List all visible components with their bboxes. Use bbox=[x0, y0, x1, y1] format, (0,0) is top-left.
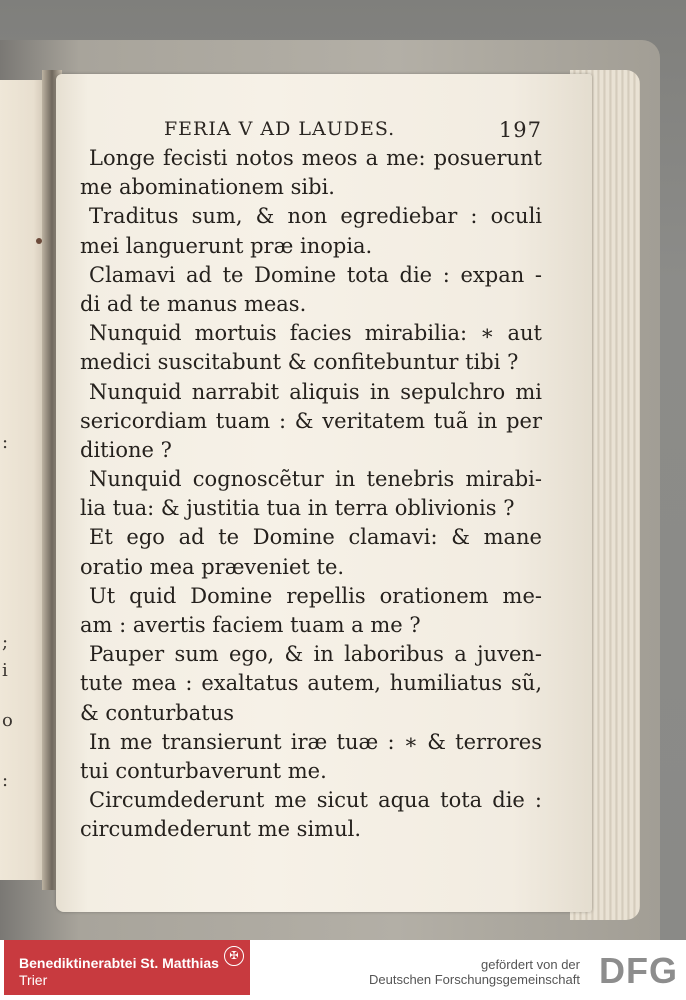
running-title: FERIA V AD LAUDES. bbox=[164, 118, 396, 140]
left-page-fragment: : bbox=[2, 770, 9, 791]
text-line: Nunquid narrabit aliquis in sepulchro mi bbox=[89, 379, 542, 404]
left-page-fragment: : bbox=[2, 432, 9, 453]
text-line: me abominationem sibi. bbox=[80, 175, 335, 200]
crest-icon: ✠ bbox=[224, 946, 244, 966]
left-page-edge bbox=[0, 80, 48, 880]
text-line: Nunquid cognoscẽtur in tenebris mirabi- bbox=[89, 467, 542, 492]
institution-badge[interactable] bbox=[4, 940, 250, 995]
institution-name: Benediktinerabtei St. Matthias bbox=[19, 955, 219, 971]
footer-bar bbox=[0, 940, 686, 1000]
text-line: Traditus sum, & non egrediebar : oculi bbox=[89, 204, 542, 229]
text-line: oratio mea præveniet te. bbox=[80, 554, 345, 579]
text-line: tui conturbaverunt me. bbox=[80, 758, 327, 783]
text-line: Ut quid Domine repellis orationem me- bbox=[89, 583, 542, 608]
funding-line: gefördert von der bbox=[480, 957, 580, 972]
text-line: Circumdederunt me sicut aqua tota die : bbox=[89, 788, 542, 813]
left-page-fragment: i bbox=[2, 660, 8, 681]
text-line: Nunquid mortuis facies mirabilia: ∗ aut bbox=[89, 321, 542, 346]
left-page-fragment: o bbox=[2, 710, 13, 731]
page-number: 197 bbox=[498, 118, 542, 142]
ink-smudge bbox=[36, 238, 42, 244]
text-line: di ad te manus meas. bbox=[80, 291, 307, 316]
text-line: medici suscitabunt & confitebuntur tibi ? bbox=[80, 350, 519, 375]
text-line: mei languerunt præ inopia. bbox=[80, 233, 373, 258]
text-line: Longe fecisti notos meos a me: posuerunt bbox=[89, 146, 542, 170]
text-line: sericordiam tuam : & veritatem tuã in per bbox=[80, 408, 542, 433]
text-line: ditione ? bbox=[80, 437, 172, 462]
text-line: lia tua: & justitia tua in terra oblivionis ? bbox=[80, 496, 515, 521]
funding-line: Deutschen Forschungsgemeinschaft bbox=[368, 972, 580, 987]
text-line: In me transierunt iræ tuæ : ∗ & terrores bbox=[89, 729, 542, 754]
text-line: circumdederunt me simul. bbox=[80, 817, 361, 842]
institution-city: Trier bbox=[19, 972, 48, 988]
text-line: Pauper sum ego, & in laboribus a juven- bbox=[89, 642, 542, 667]
text-line: tute mea : exaltatus autem, humiliatus sũ, bbox=[80, 671, 542, 696]
left-page-fragment: ; bbox=[2, 632, 9, 653]
dfg-logo[interactable]: DFG bbox=[599, 950, 678, 991]
text-line: & conturbatus bbox=[80, 700, 235, 725]
text-line: Et ego ad te Domine clamavi: & mane bbox=[89, 525, 542, 550]
funding-note bbox=[369, 957, 580, 987]
text-block bbox=[80, 144, 542, 845]
text-line: Clamavi ad te Domine tota die : expan - bbox=[89, 262, 542, 287]
text-line: am : avertis faciem tuam a me ? bbox=[80, 613, 421, 637]
